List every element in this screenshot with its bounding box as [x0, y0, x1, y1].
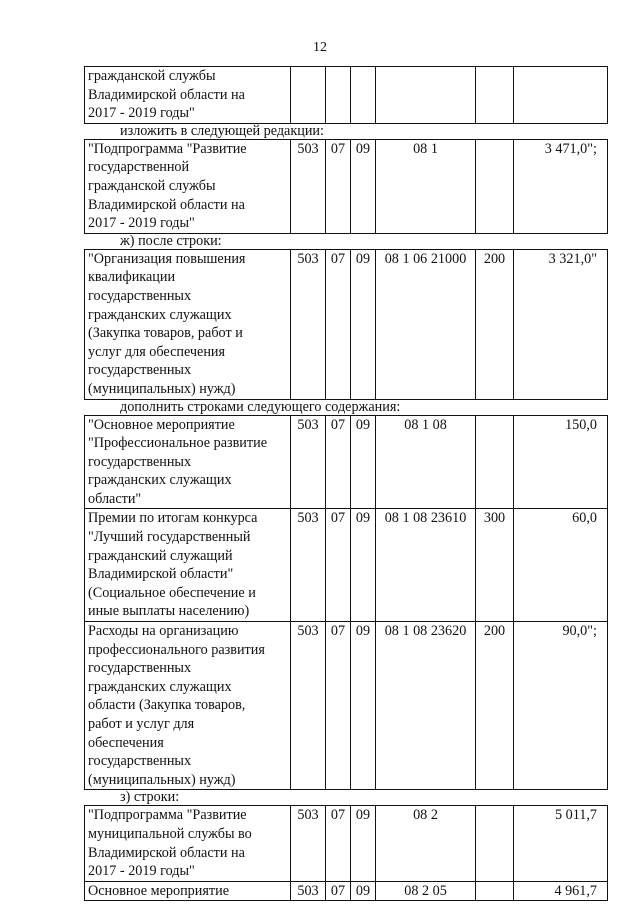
table-row [84, 249, 608, 400]
amendment-instruction: ж) после строки: [120, 232, 222, 249]
budget-item-name-cell: "Подпрограмма "Развитие государственной гражданской службы Владимирской области на 2017 - 2019 годы" [84, 140, 290, 233]
amount-cell [513, 67, 608, 123]
administrator-code-cell: 503 [290, 140, 325, 233]
budget-item-name-cell: "Подпрограмма "Развитие муниципальной службы во Владимирской области на 2017 - 2019 годы" [84, 806, 290, 880]
section-code-cell: 07 [325, 416, 350, 509]
amendment-instruction: изложить в следующей редакции: [120, 122, 324, 139]
budget-item-name-cell: Расходы на организацию профессионального развития государственных гражданских служащих области (Закупка товаров, работ и услуг для обеспечения государственных (муниципальных) нужд) [84, 622, 290, 789]
table-row [84, 415, 608, 510]
table-row [84, 509, 608, 622]
administrator-code-cell: 503 [290, 416, 325, 509]
expense-type-code-cell: 200 [475, 250, 513, 399]
administrator-code-cell: 503 [290, 806, 325, 880]
amount-cell: 3 471,0"; [513, 140, 608, 233]
target-article-code-cell: 08 1 06 21000 [375, 250, 475, 399]
amendment-instruction: дополнить строками следующего содержания: [120, 398, 401, 415]
section-code-cell: 07 [325, 806, 350, 880]
target-article-code-cell: 08 1 [375, 140, 475, 233]
subsection-code-cell: 09 [350, 250, 375, 399]
section-code-cell [325, 67, 350, 123]
budget-item-name-cell: гражданской службы Владимирской области на 2017 - 2019 годы" [84, 67, 290, 123]
target-article-code-cell: 08 2 05 [375, 882, 475, 901]
amount-cell: 60,0 [513, 509, 608, 621]
administrator-code-cell: 503 [290, 509, 325, 621]
subsection-code-cell: 09 [350, 140, 375, 233]
target-article-code-cell: 08 2 [375, 806, 475, 880]
subsection-code-cell: 09 [350, 622, 375, 789]
table-row [84, 66, 608, 124]
budget-item-name-cell: Премии по итогам конкурса "Лучший государственный гражданский служащий Владимирской области" (Социальное обеспечение и иные выплаты населению) [84, 509, 290, 621]
budget-item-name-cell: "Основное мероприятие "Профессиональное развитие государственных гражданских служащих области" [84, 416, 290, 509]
expense-type-code-cell: 200 [475, 622, 513, 789]
budget-item-name-cell: "Организация повышения квалификации государственных гражданских служащих (Закупка товаров, работ и услуг для обеспечения государственных (муниципальных) нужд) [84, 250, 290, 399]
budget-item-name-cell: Основное мероприятие [84, 882, 290, 901]
amount-cell: 3 321,0" [513, 250, 608, 399]
section-code-cell: 07 [325, 882, 350, 901]
section-code-cell: 07 [325, 250, 350, 399]
subsection-code-cell: 09 [350, 416, 375, 509]
amount-cell: 4 961,7 [513, 882, 608, 901]
expense-type-code-cell: 300 [475, 509, 513, 621]
subsection-code-cell [350, 67, 375, 123]
expense-type-code-cell [475, 806, 513, 880]
target-article-code-cell: 08 1 08 23610 [375, 509, 475, 621]
subsection-code-cell: 09 [350, 509, 375, 621]
amendment-instruction: з) строки: [120, 789, 180, 806]
page-number: 12 [313, 40, 327, 55]
target-article-code-cell: 08 1 08 23620 [375, 622, 475, 789]
target-article-code-cell [375, 67, 475, 123]
amount-cell: 5 011,7 [513, 806, 608, 880]
amount-cell: 90,0"; [513, 622, 608, 789]
expense-type-code-cell [475, 882, 513, 901]
administrator-code-cell: 503 [290, 622, 325, 789]
target-article-code-cell: 08 1 08 [375, 416, 475, 509]
expense-type-code-cell [475, 140, 513, 233]
table-row [84, 622, 608, 790]
section-code-cell: 07 [325, 140, 350, 233]
subsection-code-cell: 09 [350, 806, 375, 880]
amount-cell: 150,0 [513, 416, 608, 509]
table-row [84, 805, 608, 881]
section-code-cell: 07 [325, 622, 350, 789]
expense-type-code-cell [475, 67, 513, 123]
table-row [84, 139, 608, 234]
administrator-code-cell: 503 [290, 250, 325, 399]
administrator-code-cell: 503 [290, 882, 325, 901]
budget-amendment-table [84, 66, 608, 901]
expense-type-code-cell [475, 416, 513, 509]
subsection-code-cell: 09 [350, 882, 375, 901]
section-code-cell: 07 [325, 509, 350, 621]
table-row [84, 882, 608, 902]
administrator-code-cell [290, 67, 325, 123]
